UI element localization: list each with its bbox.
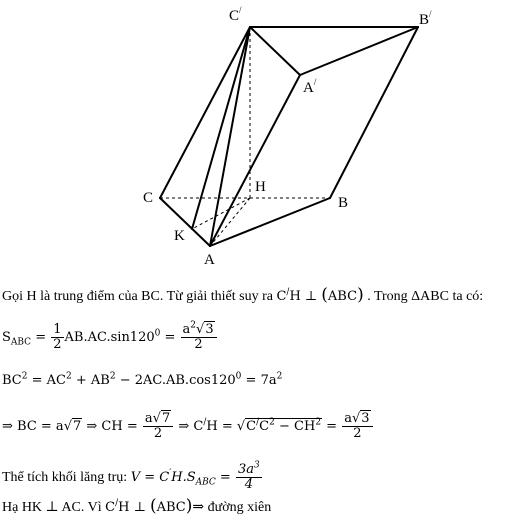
edge-cprime-k [192,27,250,229]
label-bprime: B/ [419,9,432,28]
edge-aprime-a [210,75,300,246]
edge-cprime-aprime [250,27,300,75]
label-cprime: C/ [229,5,242,24]
label-b: B [338,195,349,211]
edge-cprime-c [160,27,250,198]
label-k: K [174,228,185,244]
edge-bprime-aprime [300,27,418,75]
text-line-intro: Gọi H là trung điểm của BC. Từ giải thiết suy ra C/H ⊥ (ABC) . Trong ΔABC ta có: [2,285,484,305]
intro-text: Gọi H là trung điểm của BC. Từ giải thiết suy ra [2,289,277,304]
formula-bc-squared: $BC^2 = AC^2 + AB^2 - 2AC.AB.\cos 120^0 = 7a^2$ [2,371,283,388]
label-a: A [204,252,215,268]
edge-c-a [160,198,210,246]
label-h: H [255,179,266,195]
formula-volume: Thể tích khối lăng trụ: $V = C'H.S_{ABC}$ = $\frac{3a^3}{4}$ [2,460,260,492]
formula-area: $S_{ABC}$ = $\frac{1}{2}$ $AB.AC.\sin 120^0$ = $\frac{a^2√3}{2}$ [2,323,528,352]
edge-cprime-a [210,27,250,246]
edge-a-b [210,198,330,246]
edge-bprime-b [330,27,418,198]
label-c: C [143,190,154,206]
text-line-last: Hạ HK ⊥ AC. Vì C/H ⊥ (ABC)⇒ đường xiên [2,496,272,516]
formula-implications: ⇒ BC = a√7 ⇒ CH = $\frac{a√7}{2}$ ⇒ $C^/H = √C^/C^2 - CH^2$ = $\frac{a√3}{2}$ [2,412,528,441]
label-aprime: A/ [303,77,317,96]
